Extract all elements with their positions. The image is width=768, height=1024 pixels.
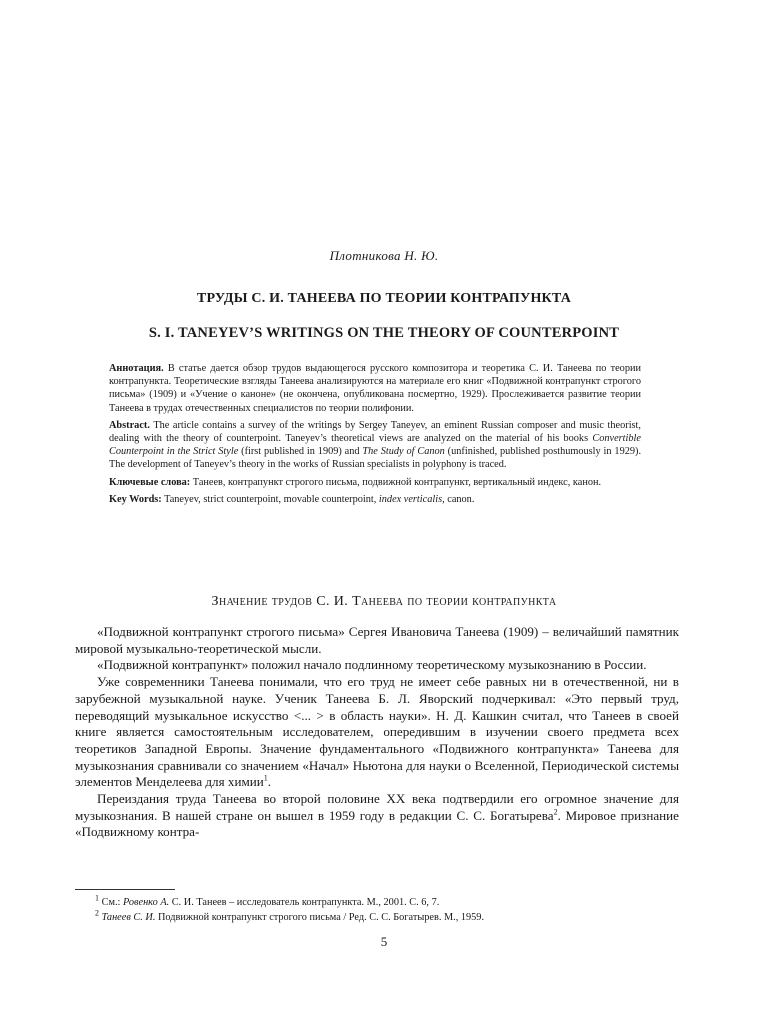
annotation-text: В статье дается обзор трудов выдающегося русского композитора и теоретика С. И. Танеева по теории контрапункта. Теоретические взгляды Танеева анализируются на материале его книг «Подвижной контрапункт строгого письма» (1909) и «Учение о каноне» (не окончена, опубликована посмертно, 1929). Прослеживается развитие теории Танеева в трудах отечественных специалистов по теории полифонии. [109,363,641,414]
keywords-ru [109,476,641,489]
footnote-text: См.: [99,897,123,908]
keywords-ru-label: Ключевые слова: [109,476,191,488]
paragraph [75,791,679,841]
paragraph-text: . Мировое признание «Подвижному контра- [75,807,679,840]
footnotes [75,895,679,925]
paragraph: «Подвижной контрапункт строгого письма» Сергея Ивановича Танеева (1909) – величайший памятник мировой музыкально-теоретической мысли. [75,624,679,656]
paragraph [75,674,679,791]
footnote-number: 2 [95,908,99,918]
keywords-ru-text: Танеев, контрапункт строгого письма, подвижной контрапункт, вертикальный индекс, канон. [190,476,602,488]
abstract-text-2: (first published in 1909) and [238,446,363,458]
footnote-text: Подвижной контрапункт строгого письма / Ред. С. С. Богатырев. М., 1959. [155,912,485,923]
footnote-number: 1 [95,893,99,903]
page-number: 5 [380,934,388,949]
annotation-label: Аннотация. [109,363,164,374]
keywords-en-text-2: canon. [444,493,475,505]
footnote-ref[interactable]: 1 [263,773,268,783]
footnote-1 [75,895,679,910]
abstract-en [109,419,641,472]
annotation-ru [109,362,641,415]
abstract-text-3: (unfinished, published posthumously in 1929). The development of Taneyev’s theory in the works of Russian specialists in polyphony is traced. [109,446,642,471]
abstract-book-1: Convertible Counterpoint in the Strict Style [109,433,641,458]
paragraph-text: Переиздания труда Танеева во второй половине XX века подтвердили его огромное значение для музыкознания. В нашей стране он вышел в 1959 году в редакции С. С. Богатырева [75,791,679,823]
footnote-ref[interactable]: 2 [553,807,558,817]
paragraph-text: Уже современники Танеева понимали, что его труд не имеет себе равных ни в отечественной, ни в зарубежной музыкальной науке. Ученик Танеева Б. Л. Яворский подчеркивал: «Это первый труд, переводящий музыкальное искусство <... > в область науки». Н. Д. Кашкин считал, что Танеев в своей книге является самостоятельным исследователем, опередившим в изучении своего предмета всех теоретиков Западной Европы. Значение фундаментального «Подвижного контрапункта» Танеева для музыкознания сравнивали со значением «Начал» Ньютона для науки о Вселенной, Периодической системы элементов Менделеева для химии [75,674,679,790]
paragraph: «Подвижной контрапункт» положил начало подлинному теоретическому музыкознанию в России. [97,657,647,673]
abstract-label: Abstract. [109,419,150,431]
body-text [75,624,679,841]
keywords-en-text-1: Taneyev, strict counterpoint, movable counterpoint, [161,493,379,505]
article-title-ru: ТРУДЫ С. И. ТАНЕЕВА ПО ТЕОРИИ КОНТРАПУНКТА [196,291,572,306]
footnote-divider [75,889,175,890]
footnote-text: С. И. Танеев – исследователь контрапункта. М., 2001. С. 6, 7. [169,897,440,908]
footnote-2 [75,910,679,925]
footnote-author: Танеев С. И. [99,912,156,923]
author-name: Плотникова Н. Ю. [329,248,439,263]
section-heading: Значение трудов С. И. Танеева по теории контрапункта [211,594,557,609]
paragraph-text: . [267,774,272,790]
footnote-author: Ровенко А. [122,897,170,908]
keywords-en-italic: index verticalis, [378,493,445,505]
keywords-en [109,493,641,506]
article-title-en: S. I. TANEYEV’S WRITINGS ON THE THEORY OF COUNTERPOINT [148,325,620,341]
abstract-text-1: The article contains a survey of the writings by Sergey Taneyev, an eminent Russian composer and music theorist, dealing with the theory of counterpoint. Taneyev’s theoretical views are analyzed on the material of his books [109,419,641,445]
abstract-block [109,362,641,510]
keywords-en-label: Key Words: [109,493,162,505]
abstract-book-2: The Study of Canon [362,446,445,458]
